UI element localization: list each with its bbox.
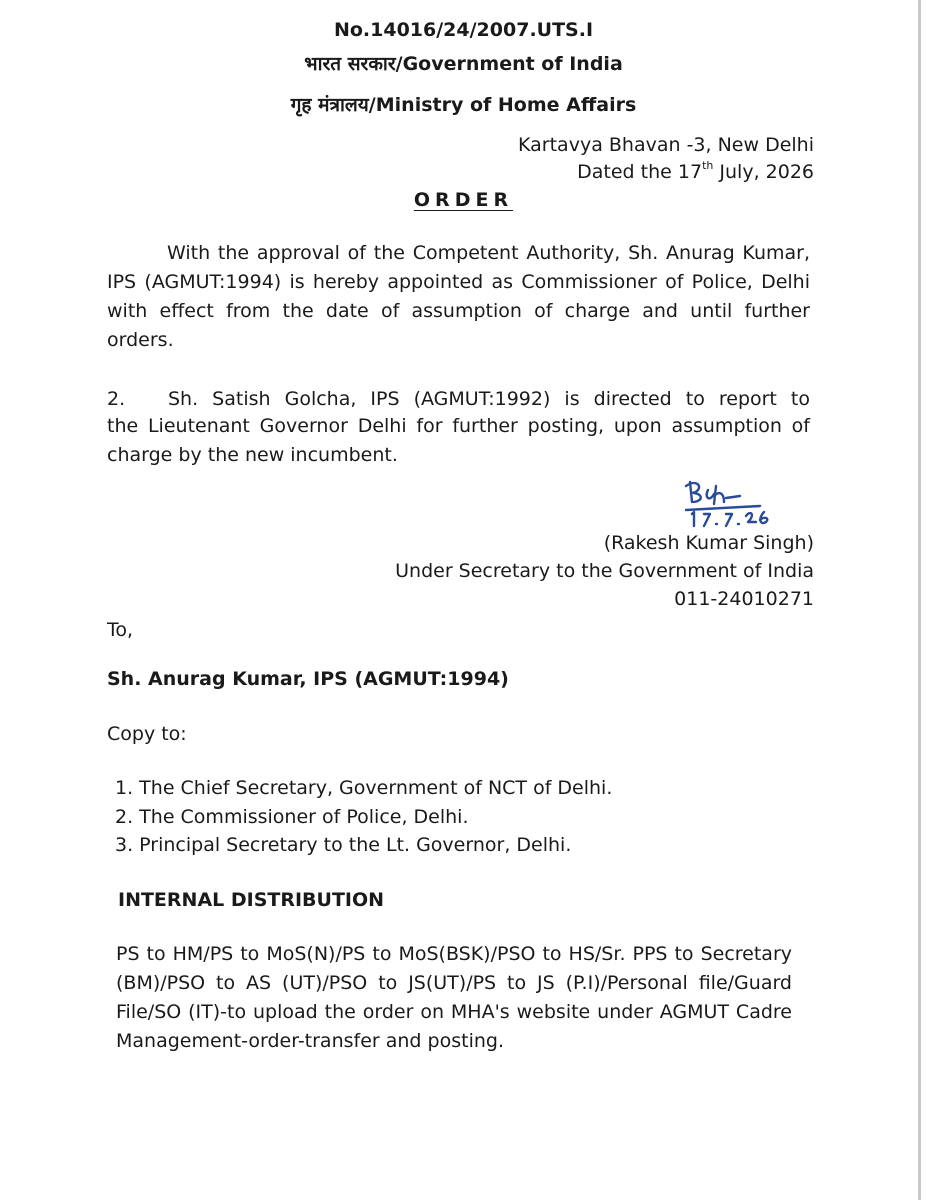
signatory-designation: Under Secretary to the Government of India bbox=[395, 560, 814, 582]
internal-distribution-heading: INTERNAL DISTRIBUTION bbox=[118, 889, 385, 911]
to-label: To, bbox=[107, 619, 134, 641]
signatory-phone: 011-24010271 bbox=[674, 588, 814, 610]
ministry-line: गृह मंत्रालय/Ministry of Home Affairs bbox=[290, 94, 637, 116]
order-paragraph-1: With the approval of the Competent Authority, Sh. Anurag Kumar, IPS (AGMUT:1994) is hereby appointed as Commissioner of Police, Delhi with effect from the date of assumption of charge and until further orders. bbox=[107, 242, 810, 351]
paragraph-2-number: 2. bbox=[107, 388, 126, 410]
handwritten-signature bbox=[680, 476, 800, 532]
file-number: No.14016/24/2007.UTS.I bbox=[333, 19, 594, 41]
date-ordinal: th bbox=[702, 158, 714, 172]
paragraph-2-first-line: Sh. Satish Golcha, IPS (AGMUT:1992) is directed to report to bbox=[168, 388, 810, 410]
copy-to-item: 3. Principal Secretary to the Lt. Governor, Delhi. bbox=[115, 834, 572, 856]
addressee-name: Sh. Anurag Kumar, IPS (AGMUT:1994) bbox=[107, 668, 509, 690]
paragraph-2-text: the Lieutenant Governor Delhi for further posting, upon assumption of charge by the new incumbent. bbox=[107, 415, 810, 466]
government-line: भारत सरकार/Government of India bbox=[304, 53, 623, 75]
government-hindi: भारत सरकार bbox=[304, 53, 396, 75]
office-address: Kartavya Bhavan -3, New Delhi bbox=[518, 134, 814, 156]
copy-to-item: 2. The Commissioner of Police, Delhi. bbox=[115, 806, 469, 828]
ministry-hindi: गृह मंत्रालय bbox=[290, 94, 369, 116]
government-english: Government of India bbox=[402, 53, 623, 75]
internal-distribution-text: PS to HM/PS to MoS(N)/PS to MoS(BSK)/PSO to HS/Sr. PPS to Secretary (BM)/PSO to AS (UT)/PSO to JS(UT)/PS to JS (P.I)/Personal file/Guard File/SO (IT)-to upload the order on MHA's website under AGMUT Cadre Management-order-transfer and posting. bbox=[116, 943, 792, 1052]
ministry-english: Ministry of Home Affairs bbox=[375, 94, 637, 116]
copy-to-item: 1. The Chief Secretary, Government of NCT of Delhi. bbox=[115, 777, 613, 799]
order-date: Dated the 17th July, 2026 bbox=[577, 158, 814, 183]
copy-to-label: Copy to: bbox=[107, 723, 187, 745]
page-edge-shadow bbox=[918, 0, 921, 1200]
order-title: ORDER bbox=[413, 189, 514, 211]
signatory-name: (Rakesh Kumar Singh) bbox=[603, 532, 814, 554]
